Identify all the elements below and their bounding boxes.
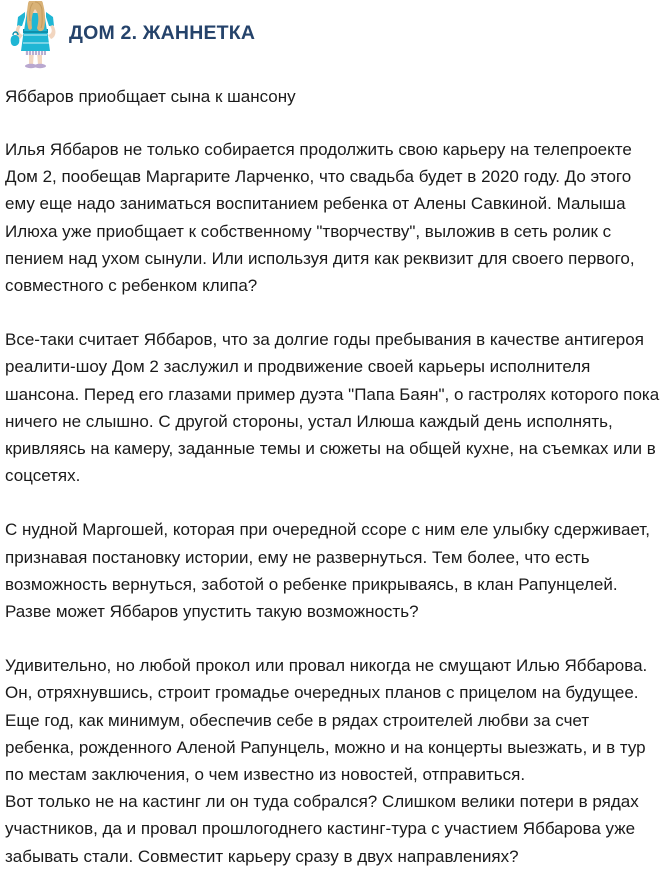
- article-paragraph: Все-таки считает Яббаров, что за долгие годы пребывания в качестве антигероя реалити-шоу Дом 2 заслужил и продвижение своей карьеры исполнителя шансона. Перед его глазами пример дуэта "Папа Баян", о гастролях которого пока ничего не слышно. С другой стороны, устал Илюша каждый день исполнять, кривляясь на камеру, заданные темы и сюжеты на общей кухне, на съемках или в соцсетях.: [5, 330, 660, 486]
- site-header: [0, 0, 670, 70]
- article-paragraph: Илья Яббаров не только собирается продолжить свою карьеру на телепроекте Дом 2, пообещав Маргарите Ларченко, что свадьба будет в 2020 году. До этого ему еще надо заниматься воспитанием ребенка от Алены Савкиной. Малыша Илюха уже приобщает к собственному "творчеству", выложив в сеть ролик с пением над ухом сынули. Или используя дитя как реквизит для своего первого, совместного с ребенком клипа?: [5, 140, 635, 296]
- site-logo-icon: [9, 1, 61, 69]
- article-paragraph: С нудной Маргошей, которая при очередной ссоре с ним еле улыбку сдерживает, признавая постановку истории, ему не развернуться. Тем более, что есть возможность вернуться, заботой о ребенке прикрываясь, в клан Рапунцелей. Разве может Яббаров упустить такую возможность?: [5, 520, 650, 622]
- site-title: ДОМ 2. ЖАННЕТКА: [69, 22, 256, 45]
- article-container: [0, 85, 670, 870]
- article-paragraph: Вот только не на кастинг ли он туда собрался? Слишком велики потери в рядах участников, да и провал прошлогоднего кастинг-тура с участием Яббарова уже забывать стали. Совместит карьеру сразу в двух направлениях?: [5, 792, 639, 866]
- article-body: [5, 136, 660, 870]
- article-headline: Яббаров приобщает сына к шансону: [5, 87, 296, 106]
- article-paragraph: Удивительно, но любой прокол или провал никогда не смущают Илью Яббарова. Он, отряхнувшись, строит громадье очередных планов с прицелом на будущее. Еще год, как минимум, обеспечив себе в рядах строителей любви за счет ребенка, рожденного Аленой Рапунцель, можно и на концерты выезжать, и в тур по местам заключения, о чем известно из новостей, отправиться.: [5, 656, 648, 785]
